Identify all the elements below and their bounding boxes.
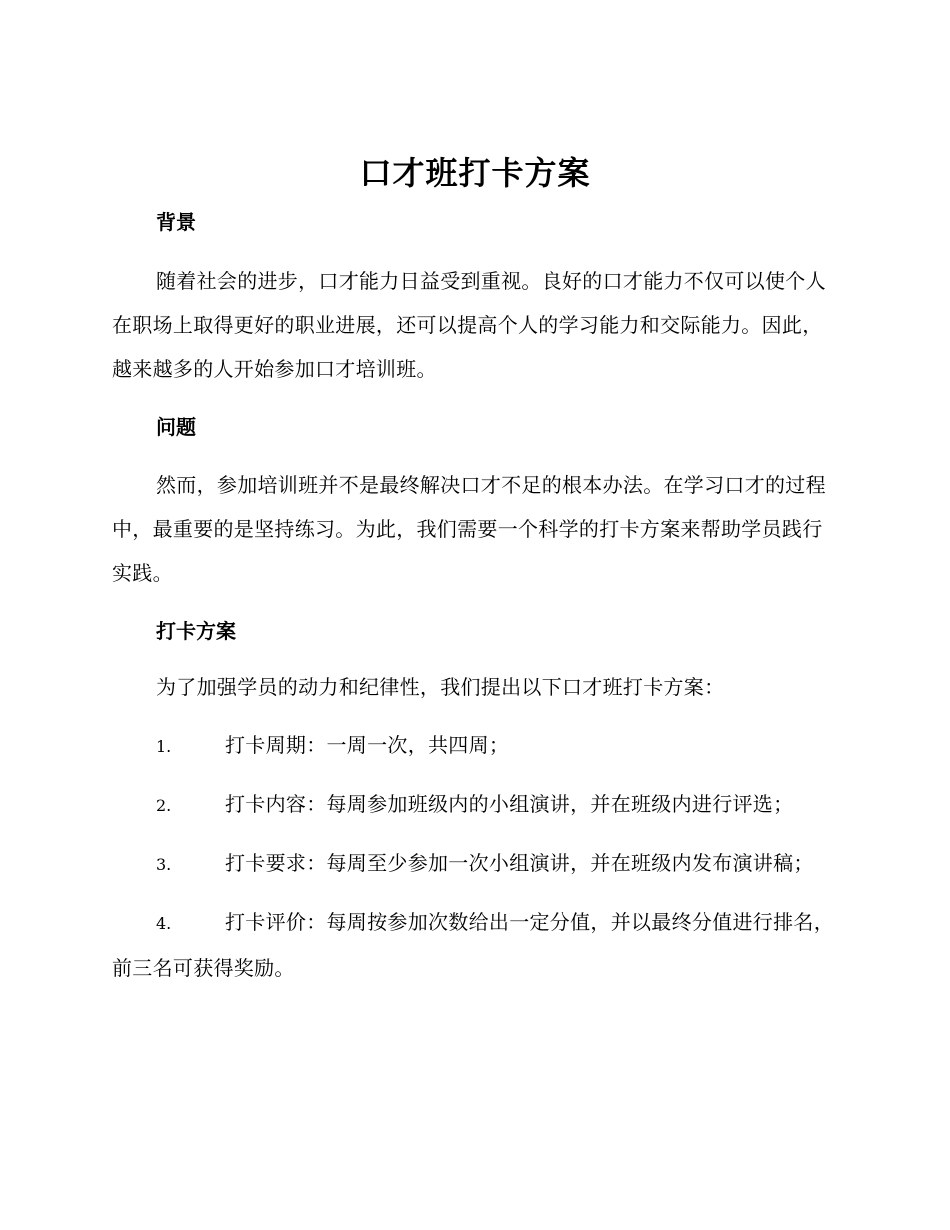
list-item bbox=[112, 841, 834, 887]
list-item-number: 2. bbox=[156, 796, 172, 815]
section-paragraph-plan: 为了加强学员的动力和纪律性，我们提出以下口才班打卡方案： bbox=[156, 675, 725, 699]
list-item bbox=[112, 723, 834, 769]
section-heading-background: 背景 bbox=[156, 210, 196, 234]
section-heading-problem: 问题 bbox=[156, 415, 196, 439]
list-item-number: 3. bbox=[156, 855, 172, 874]
list-item-text: 打卡内容：每周参加班级内的小组演讲，并在班级内进行评选； bbox=[225, 792, 794, 816]
section-heading-plan: 打卡方案 bbox=[156, 619, 236, 643]
list-item-text: 打卡要求：每周至少参加一次小组演讲，并在班级内发布演讲稿； bbox=[225, 851, 814, 875]
list-item bbox=[112, 782, 834, 828]
list-item-text: 打卡评价：每周按参加次数给出一定分值，并以最终分值进行排名，前三名可获得奖励。 bbox=[112, 910, 834, 980]
list-item-number: 1. bbox=[156, 737, 172, 756]
list-item-number: 4. bbox=[156, 914, 172, 933]
document-title: 口才班打卡方案 bbox=[359, 154, 591, 192]
document-body bbox=[112, 200, 834, 990]
list-item-text: 打卡周期：一周一次，共四周； bbox=[225, 733, 510, 757]
list-item bbox=[112, 900, 834, 990]
section-paragraph-background: 随着社会的进步，口才能力日益受到重视。良好的口才能力不仅可以使个人在职场上取得更好的职业进展，还可以提高个人的学习能力和交际能力。因此，越来越多的人开始参加口才培训班。 bbox=[112, 269, 826, 381]
section-paragraph-problem: 然而，参加培训班并不是最终解决口才不足的根本办法。在学习口才的过程中，最重要的是坚持练习。为此，我们需要一个科学的打卡方案来帮助学员践行实践。 bbox=[112, 473, 826, 585]
